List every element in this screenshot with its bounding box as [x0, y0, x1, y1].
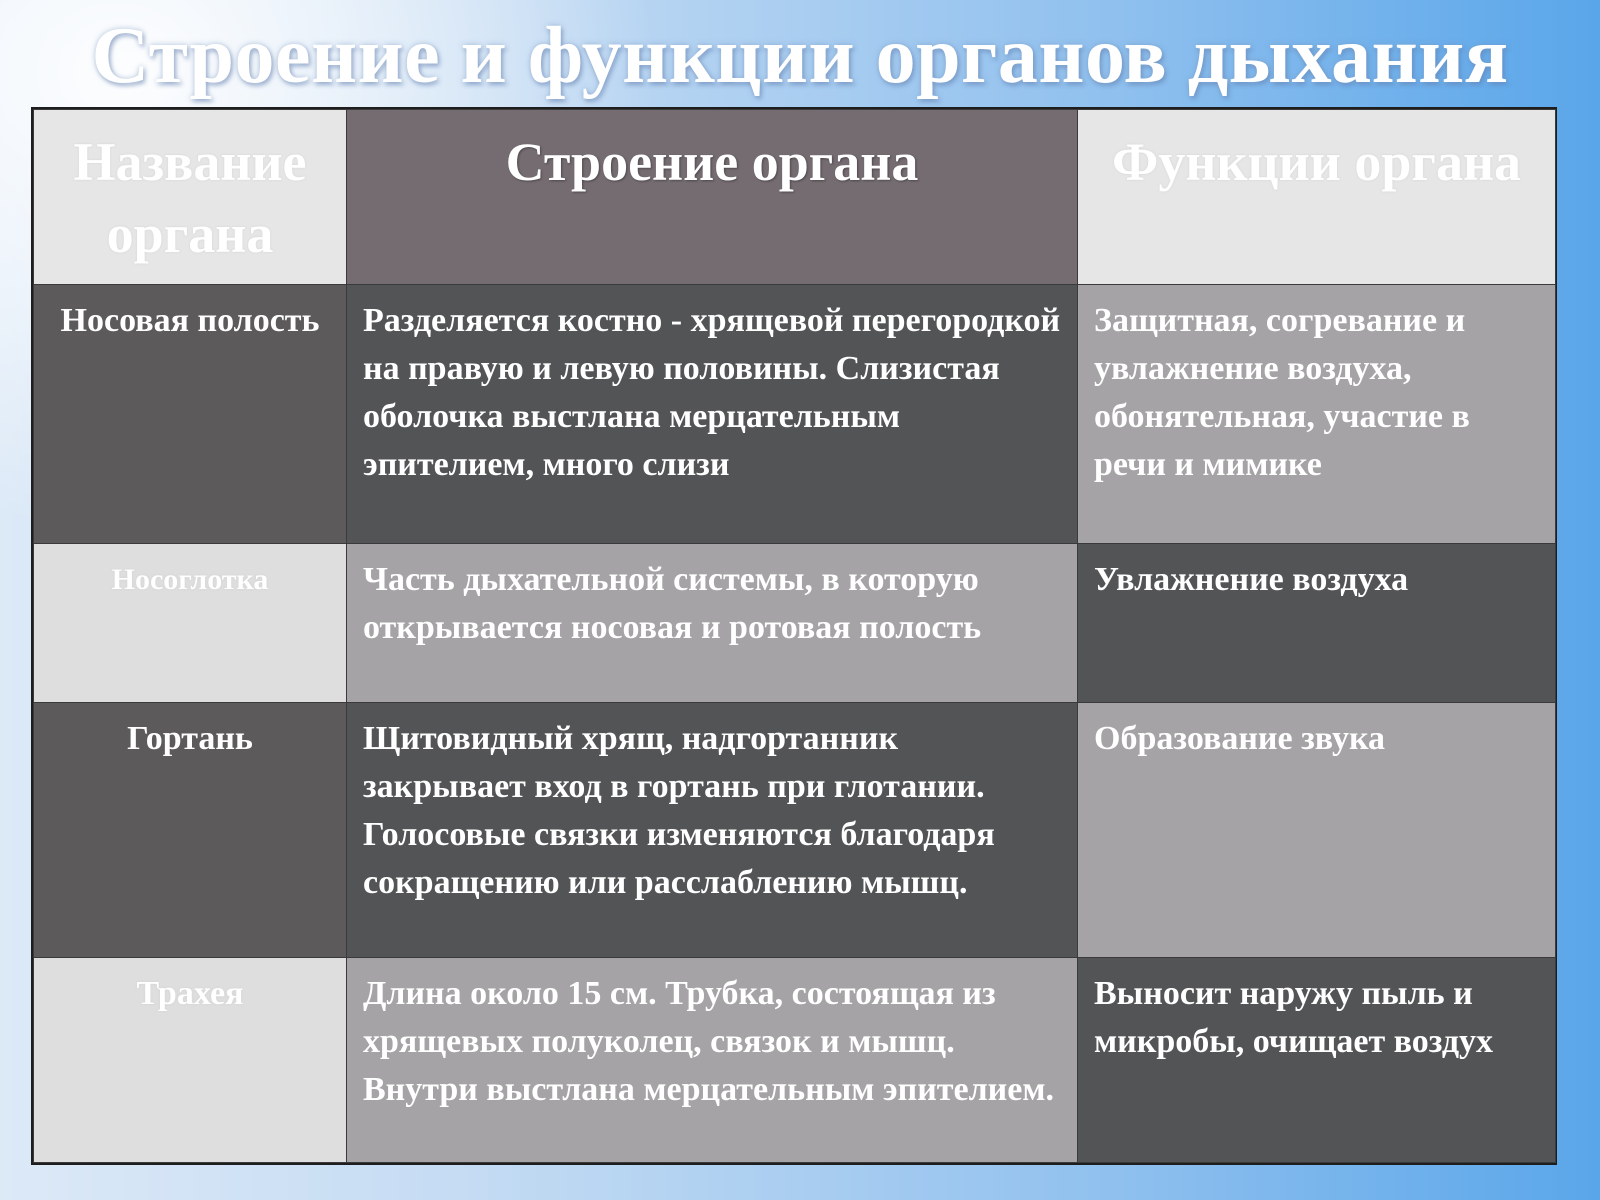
organ-function-cell: Защитная, согревание и увлажнение воздуха, обонятельная, участие в речи и мимике [1078, 284, 1556, 543]
organ-function-cell: Увлажнение воздуха [1078, 543, 1556, 702]
organ-function-cell: Выносит наружу пыль и микробы, очищает воздух [1078, 957, 1556, 1162]
organs-table [31, 107, 1557, 1165]
header-organ-function: Функции органа [1078, 110, 1556, 285]
header-organ-structure: Строение органа [347, 110, 1078, 285]
organ-function-cell: Образование звука [1078, 702, 1556, 957]
organ-name-cell: Носоглотка [34, 543, 347, 702]
table-header-row [34, 110, 1556, 285]
organ-structure-cell: Щитовидный хрящ, надгортанник закрывает вход в гортань при глотании. Голосовые связки изменяются благодаря сокращению или расслаблению мышц. [347, 702, 1078, 957]
organ-structure-cell: Часть дыхательной системы, в которую открывается носовая и ротовая полость [347, 543, 1078, 702]
slide-title: Строение и функции органов дыхания [91, 12, 1509, 100]
organ-structure-cell: Длина около 15 см. Трубка, состоящая из хрящевых полуколец, связок и мышц. Внутри выстлана мерцательным эпителием. [347, 957, 1078, 1162]
header-organ-name: Название органа [34, 110, 347, 285]
table-row [34, 543, 1556, 702]
table-row [34, 702, 1556, 957]
organ-name-cell: Гортань [34, 702, 347, 957]
organ-name-cell: Носовая полость [34, 284, 347, 543]
table-row [34, 957, 1556, 1162]
organ-name-cell: Трахея [34, 957, 347, 1162]
table-row [34, 284, 1556, 543]
organ-structure-cell: Разделяется костно - хрящевой перегородкой на правую и левую половины. Слизистая оболочка выстлана мерцательным эпителием, много слизи [347, 284, 1078, 543]
